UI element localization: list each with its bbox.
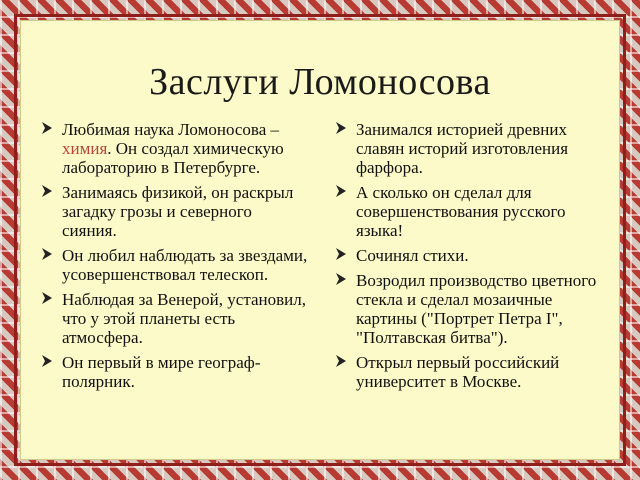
bullet-arrow-icon <box>335 273 346 285</box>
bullet-arrow-icon <box>335 122 346 134</box>
item-text: Открыл первый российский университет в Москве. <box>356 353 560 391</box>
list-item <box>38 290 308 347</box>
item-text: Занимался историей древних славян историй изготовления фарфора. <box>356 120 569 177</box>
item-text: Сочинял стихи. <box>356 246 469 265</box>
bullet-arrow-icon <box>41 292 52 304</box>
bullet-arrow-icon <box>41 248 52 260</box>
bullet-arrow-icon <box>335 185 346 197</box>
list-item <box>38 120 308 177</box>
list-item <box>38 353 308 391</box>
bullet-arrow-icon <box>335 248 346 260</box>
list-item <box>38 246 308 284</box>
slide <box>20 20 620 460</box>
bullet-arrow-icon <box>41 355 52 367</box>
list-item <box>332 246 612 265</box>
accent-word: химия <box>62 139 108 158</box>
list-item <box>332 120 612 177</box>
list-item <box>332 353 612 391</box>
left-bullet-list <box>38 120 308 397</box>
right-bullet-list <box>332 120 612 397</box>
list-item <box>332 271 612 347</box>
item-text: Он любил наблюдать за звездами, усовершенствовал телескоп. <box>62 246 308 284</box>
bullet-arrow-icon <box>41 122 52 134</box>
item-text: Любимая наука Ломоносова – <box>62 120 280 139</box>
bullet-arrow-icon <box>335 355 346 367</box>
item-text: Занимаясь физикой, он раскрыл загадку грозы и северного сияния. <box>62 183 294 240</box>
item-text: . Он создал химическую лабораторию в Петербурге. <box>62 139 284 177</box>
list-item <box>38 183 308 240</box>
bullet-arrow-icon <box>41 185 52 197</box>
item-text: А сколько он сделал для совершенствования русского языка! <box>356 183 566 240</box>
slide-title: Заслуги Ломоносова <box>149 61 491 103</box>
item-text: Наблюдая за Венерой, установил, что у этой планеты есть атмосфера. <box>62 290 306 347</box>
item-text: Возродил производство цветного стекла и сделал мозаичные картины ("Портрет Петра I", "Полтавская битва"). <box>356 271 597 347</box>
list-item <box>332 183 612 240</box>
item-text: Он первый в мире географ-полярник. <box>62 353 261 391</box>
